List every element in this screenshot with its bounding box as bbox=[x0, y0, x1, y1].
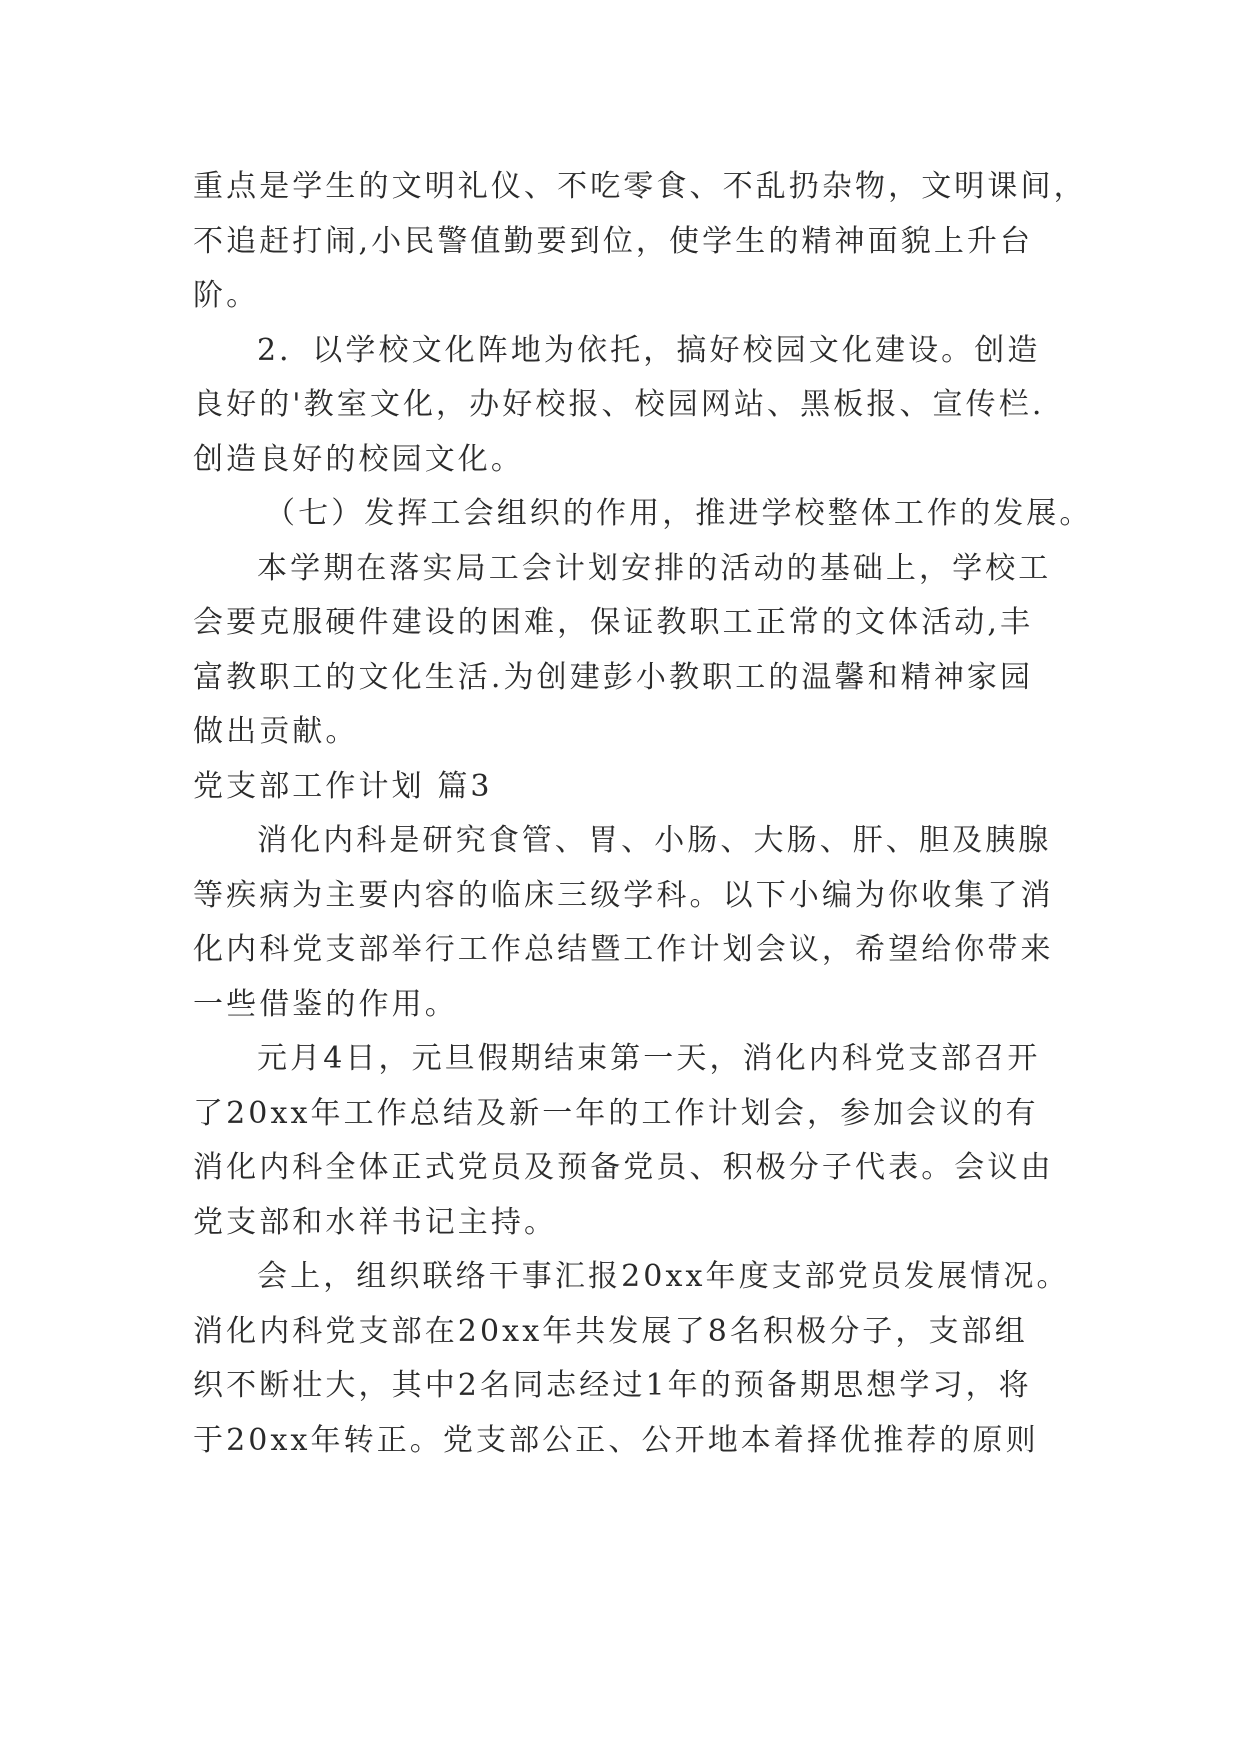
text-line: 创造良好的校园文化。 bbox=[193, 441, 524, 477]
text-line: 于20xx年转正。党支部公正、公开地本着择优推荐的原则 bbox=[193, 1422, 1039, 1458]
section-title: 党支部工作计划 篇3 bbox=[193, 768, 493, 804]
text-line: 2．以学校文化阵地为依托，搞好校园文化建设。创造 bbox=[257, 332, 1041, 368]
text-line: 重点是学生的文明礼仪、不吃零食、不乱扔杂物，文明课间， bbox=[193, 169, 1087, 204]
text-line: 本学期在落实局工会计划安排的活动的基础上，学校工 bbox=[257, 550, 1052, 586]
text-line: 会要克服硬件建设的困难，保证教职工正常的文体活动,丰 bbox=[193, 605, 1034, 640]
text-line: 了20xx年工作总结及新一年的工作计划会，参加会议的有 bbox=[193, 1095, 1039, 1131]
text-line: 化内科党支部举行工作总结暨工作计划会议，希望给你带来 bbox=[193, 932, 1054, 967]
text-line: 党支部和水祥书记主持。 bbox=[193, 1204, 558, 1240]
text-line: 消化内科全体正式党员及预备党员、积极分子代表。会议由 bbox=[193, 1150, 1054, 1185]
section-heading: （七）发挥工会组织的作用，推进学校整体工作的发展。 bbox=[265, 496, 1093, 531]
text-line: 阶。 bbox=[193, 278, 260, 313]
text-line: 富教职工的文化生活.为创建彭小教职工的温馨和精神家园 bbox=[193, 659, 1034, 695]
text-line: 等疾病为主要内容的临床三级学科。以下小编为你收集了消 bbox=[193, 877, 1054, 913]
text-line: 不追赶打闹,小民警值勤要到位，使学生的精神面貌上升台 bbox=[193, 223, 1034, 259]
text-line: 消化内科是研究食管、胃、小肠、大肠、肝、胆及胰腺 bbox=[257, 823, 1052, 858]
text-line: 会上，组织联络干事汇报20xx年度支部党员发展情况。 bbox=[257, 1259, 1070, 1294]
text-line: 一些借鉴的作用。 bbox=[193, 986, 458, 1022]
text-line: 元月4日，元旦假期结束第一天，消化内科党支部召开 bbox=[257, 1041, 1041, 1076]
text-line: 消化内科党支部在20xx年共发展了8名积极分子，支部组 bbox=[193, 1313, 1028, 1349]
document-body bbox=[193, 160, 1093, 1468]
text-line: 做出贡献。 bbox=[193, 714, 359, 749]
text-line: 良好的'教室文化，办好校报、校园网站、黑板报、宣传栏. bbox=[193, 387, 1045, 422]
text-line: 织不断壮大，其中2名同志经过1年的预备期思想学习，将 bbox=[193, 1368, 1032, 1403]
